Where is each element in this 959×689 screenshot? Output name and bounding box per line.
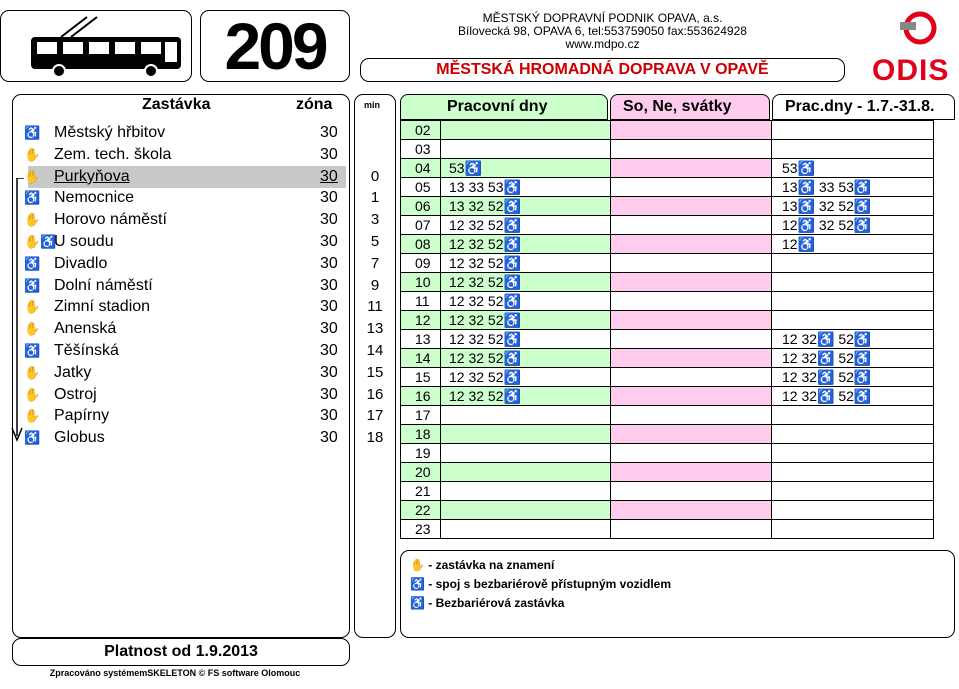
stop-minutes: 1 [370,189,380,207]
stop-name: Zimní stadion [54,298,151,316]
stop-name: Těšínská [54,342,119,359]
stop-type-icon: ♿ [24,343,41,358]
timetable-grid [400,120,934,539]
weekend-departures [611,311,772,330]
weekend-departures [611,292,772,311]
stop-type-icon: ✋ [24,408,41,424]
timetable-row [401,406,934,425]
stop-type-icon: ✋ [24,386,41,402]
stop-name: Anenská [54,320,117,338]
timetable-row [401,425,934,444]
weekend-departures [611,349,772,368]
stop-column-header: Zastávka [142,96,211,113]
stop-row [24,296,346,318]
weekend-departures [611,463,772,482]
stop-zone: 30 [320,276,338,294]
workday-departures [441,501,611,520]
workday-departures [441,121,611,140]
timetable-row [401,197,934,216]
stop-row [24,275,346,297]
holiday-departures [772,444,934,463]
stop-type-icon: ✋ [24,212,41,228]
workday-departures: 12 32 52♿ [441,235,611,254]
stop-zone: 30 [320,254,338,272]
weekend-departures [611,406,772,425]
workday-departures: 12 32 52♿ [441,349,611,368]
hand-icon: ✋ [410,558,425,572]
stop-minutes: 16 [366,385,384,403]
hour-cell: 20 [401,463,441,482]
holiday-departures [772,140,934,159]
hour-cell: 15 [401,368,441,387]
stop-zone: 30 [320,385,338,403]
timetable-row [401,463,934,482]
stop-zone: 30 [320,189,338,207]
holiday-departures: 12 32♿ 52♿ [772,387,934,406]
stop-name: Papírny [54,407,110,425]
stop-minutes: 13 [366,320,384,338]
stop-name: Horovo náměstí [54,211,167,229]
holiday-departures: 53♿ [772,159,934,178]
timetable-row [401,330,934,349]
wheelchair-icon: ♿ [410,577,425,591]
stop-type-icon: ♿ [24,190,41,206]
stop-name: Městský hřbitov [54,124,166,141]
workday-departures: 12 32 52♿ [441,292,611,311]
wheelchair-red-icon: ♿ [410,596,425,610]
stop-type-icon: ✋ [24,168,41,184]
timetable-row [401,292,934,311]
holiday-departures: 13♿ 32 52♿ [772,197,934,216]
holiday-departures: 12 32♿ 52♿ [772,349,934,368]
stop-row [24,340,346,362]
hour-cell: 17 [401,406,441,425]
workday-departures: 13 32 52♿ [441,197,611,216]
stop-type-icon: ♿ [24,125,41,140]
holiday-departures [772,254,934,273]
stop-name: Divadlo [54,254,108,272]
stop-zone: 30 [320,145,338,163]
stop-minutes: 17 [366,407,384,425]
company-website[interactable]: www.mdpo.cz [565,37,640,51]
stop-minutes: 7 [370,254,380,272]
weekend-departures [611,425,772,444]
holiday-departures: 12 32♿ 52♿ [772,330,934,349]
hour-cell: 05 [401,178,441,197]
stop-row [24,405,346,427]
workday-departures: 53♿ [441,159,611,178]
stop-name: Jatky [54,363,92,381]
stop-name: Nemocnice [54,189,135,207]
stop-row [24,318,346,340]
hour-cell: 03 [401,140,441,159]
stop-zone: 30 [320,124,338,141]
stop-zone: 30 [320,298,338,316]
hour-cell: 04 [401,159,441,178]
timetable-row [401,368,934,387]
stop-row [24,187,346,209]
stop-row [24,362,346,384]
stop-type-icon: ♿ [24,255,41,271]
workday-departures [441,425,611,444]
stop-row [24,384,346,406]
hour-cell: 02 [401,121,441,140]
hour-cell: 14 [401,349,441,368]
route-direction-arrow [10,178,24,444]
weekend-departures [611,330,772,349]
legend-accessible-trip: ♿ - spoj s bezbariérově přístupným vozidlem [410,577,672,591]
holiday-departures [772,273,934,292]
hour-cell: 12 [401,311,441,330]
hour-cell: 11 [401,292,441,311]
workday-departures [441,406,611,425]
stop-name: Purkyňova [54,167,130,185]
stop-zone: 30 [320,233,338,250]
mhd-title: MĚSTSKÁ HROMADNÁ DOPRAVA V OPAVĚ [360,58,845,82]
holiday-departures: 12♿ 32 52♿ [772,216,934,235]
odis-logo-text: ODIS [872,54,950,87]
timetable-row [401,387,934,406]
workday-departures: 12 32 52♿ [441,330,611,349]
weekend-departures [611,482,772,501]
stop-row [24,166,346,188]
hour-cell: 13 [401,330,441,349]
holiday-departures: 13♿ 33 53♿ [772,178,934,197]
min-column-header: min [364,100,381,110]
stop-minutes: 18 [366,429,384,447]
workday-departures: 12 32 52♿ [441,311,611,330]
hour-cell: 07 [401,216,441,235]
workday-departures: 12 32 52♿ [441,387,611,406]
stop-row [24,209,346,231]
holiday-departures [772,311,934,330]
stop-row [24,122,346,144]
zone-column-header: zóna [296,96,333,113]
timetable-row [401,349,934,368]
stop-row [24,427,346,449]
hour-cell: 23 [401,520,441,539]
stop-name: Globus [54,429,105,447]
stop-row [24,231,346,253]
timetable-row [401,254,934,273]
weekend-departures [611,254,772,273]
workday-departures: 12 32 52♿ [441,273,611,292]
holiday-header: Prac.dny - 1.7.-31.8. [772,94,955,120]
timetable-row [401,235,934,254]
weekend-departures [611,197,772,216]
hour-cell: 21 [401,482,441,501]
hour-cell: 09 [401,254,441,273]
validity-date: Platnost od 1.9.2013 [12,638,350,666]
stop-minutes: 15 [366,363,384,381]
odis-logo [860,8,956,88]
stop-zone: 30 [320,320,338,338]
stop-type-icon: ✋ [24,321,41,337]
timetable-row [401,501,934,520]
holiday-departures [772,501,934,520]
stop-zone: 30 [320,167,338,185]
stop-zone: 30 [320,211,338,229]
holiday-departures [772,292,934,311]
timetable-row [401,520,934,539]
line-number: 209 [224,9,326,83]
hour-cell: 10 [401,273,441,292]
stop-minutes: 9 [370,276,380,294]
footer-credit: Zpracováno systémemSKELETON © FS software Olomouc [49,668,301,678]
stop-minutes: 0 [370,167,380,185]
stop-zone: 30 [320,342,338,359]
company-name: MĚSTSKÝ DOPRAVNÍ PODNIK OPAVA, a.s. [482,11,723,25]
company-address: Bílovecká 98, OPAVA 6, tel:553759050 fax:553624928 [458,24,747,38]
workday-departures: 12 32 52♿ [441,368,611,387]
holiday-departures: 12♿ [772,235,934,254]
holiday-departures [772,425,934,444]
weekend-departures [611,140,772,159]
stop-type-icon: ✋ [24,146,41,162]
holiday-departures [772,121,934,140]
weekend-departures [611,159,772,178]
stop-zone: 30 [320,363,338,381]
weekend-departures [611,368,772,387]
legend-request-stop: ✋ - zastávka na znamení [410,558,555,572]
stop-zone: 30 [320,429,338,447]
hour-cell: 16 [401,387,441,406]
weekend-departures [611,178,772,197]
hour-cell: 18 [401,425,441,444]
timetable-row [401,140,934,159]
workday-departures [441,140,611,159]
stop-name: Dolní náměstí [54,276,153,294]
stop-type-icon: ♿ [24,277,41,293]
hour-cell: 22 [401,501,441,520]
weekend-departures [611,273,772,292]
timetable-row [401,444,934,463]
holiday-departures [772,482,934,501]
stop-minutes: 14 [366,342,384,359]
timetable-row [401,273,934,292]
timetable-row [401,159,934,178]
workday-departures [441,520,611,539]
stop-minutes: 5 [370,233,380,250]
timetable-row [401,121,934,140]
weekend-departures [611,235,772,254]
workday-departures: 13 33 53♿ [441,178,611,197]
stop-zone: 30 [320,407,338,425]
line-number-box [200,10,350,82]
timetable-row [401,178,934,197]
stop-type-icon: ♿ [24,430,41,446]
stop-name: Zem. tech. škola [54,145,172,163]
weekend-departures [611,216,772,235]
workday-departures: 12 32 52♿ [441,216,611,235]
hour-cell: 19 [401,444,441,463]
legend-accessible-stop: ♿ - Bezbariérová zastávka [410,596,565,610]
stop-minutes: 3 [370,211,380,229]
weekend-departures [611,520,772,539]
hour-cell: 08 [401,235,441,254]
stop-type-icon: ✋♿ [24,234,57,249]
stop-row [24,144,346,166]
weekend-departures [611,501,772,520]
holiday-departures [772,406,934,425]
timetable-row [401,482,934,501]
stop-type-icon: ✋ [24,299,41,315]
workday-departures: 12 32 52♿ [441,254,611,273]
trolleybus-icon-box [0,10,192,82]
weekend-departures [611,121,772,140]
stop-name: Ostroj [54,385,97,403]
timetable-row [401,216,934,235]
holiday-departures: 12 32♿ 52♿ [772,368,934,387]
odis-logo-icon [860,8,956,48]
workday-departures [441,444,611,463]
company-info [360,12,845,60]
stop-minutes: 11 [367,298,383,316]
weekend-departures [611,387,772,406]
stop-name: U soudu [54,233,114,250]
workday-departures [441,482,611,501]
weekend-departures [611,444,772,463]
trolleybus-icon [1,11,191,81]
holiday-departures [772,520,934,539]
timetable-row [401,311,934,330]
workday-departures [441,463,611,482]
holiday-departures [772,463,934,482]
stop-row [24,253,346,275]
stop-type-icon: ✋ [24,364,41,380]
hour-cell: 06 [401,197,441,216]
workdays-header: Pracovní dny [400,94,608,120]
weekend-header: So, Ne, svátky [610,94,770,120]
